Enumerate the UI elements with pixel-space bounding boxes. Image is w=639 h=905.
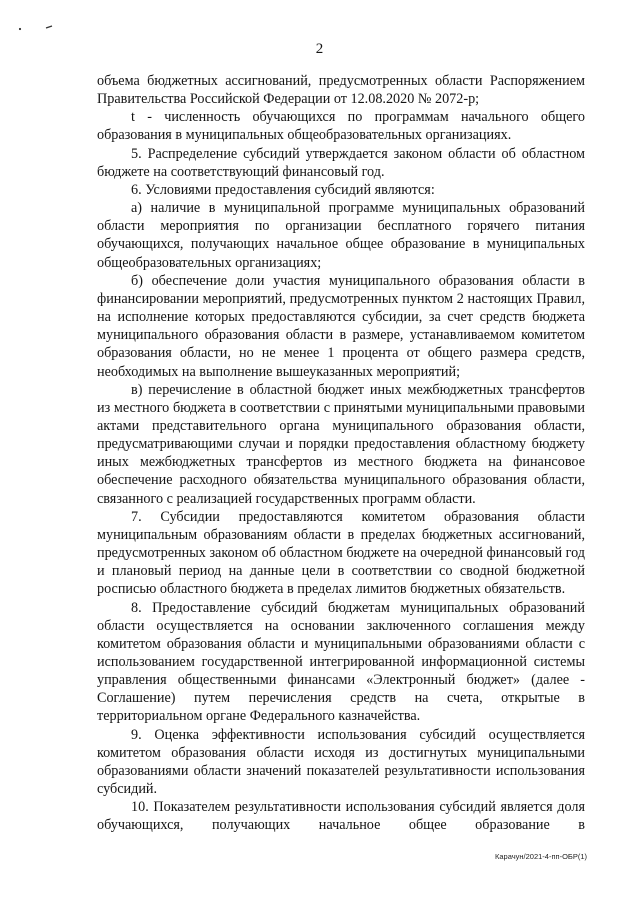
paragraph: 6. Условиями предоставления субсидий являются: [131,181,435,198]
document-body [97,72,585,835]
paragraph: 8. Предоставление субсидий бюджетам муниципальных образований области осуществляется на основании заключенного соглашения между комитетом образования области и муниципальными образованиями области с использованием государственной интегрированной информационной системы управления общественными финансами «Электронный бюджет» (далее - Соглашение) путем перечисления средств на счета, открытые в территориальном органе Федерального казначейства. [97,599,585,725]
paragraph: б) обеспечение доли участия муниципального образования области в финансировании мероприятий, предусмотренных пунктом 2 настоящих Правил, на исполнение которых предоставляются субсидии, за счет средств бюджета муниципального образования области в размере, устанавливаемом комитетом образования области, но не менее 1 процента от общего размера средств, необходимых на выполнение вышеуказанных мероприятий; [97,272,585,380]
paragraph: 5. Распределение субсидий утверждается законом области об областном бюджете на соответствующий финансовый год. [97,145,585,180]
paragraph: а) наличие в муниципальной программе муниципальных образований области мероприятия по организации бесплатного горячего питания обучающихся, получающих начальное общее образование в муниципальных общеобразовательных организациях; [97,200,585,271]
scan-artifact-marks [6,20,66,36]
paragraph: t - численность обучающихся по программам начального общего образования в муниципальных общеобразовательных организациях. [97,109,585,144]
page-number: 2 [315,41,324,57]
paragraph: в) перечисление в областной бюджет иных межбюджетных трансфертов из местного бюджета в соответствии с принятыми муниципальными правовыми актами представительного органа муниципального образования области, предусматривающими случаи и порядки предоставления областному бюджету иных межбюджетных трансфертов из местного бюджета на финансовое обеспечение расходного обязательства муниципального образования области, связанного с реализацией государственных программ области. [97,381,585,507]
paragraph: 9. Оценка эффективности использования субсидий осуществляется комитетом образования области исходя из достигнутых муниципальными образованиями области значений показателей результативности использования субсидий. [97,726,585,798]
paragraph: 10. Показателем результативности использования субсидий является доля обучающихся, получающих начальное общее образование в [97,799,585,834]
paragraph: объема бюджетных ассигнований, предусмотренных области Распоряжением Правительства Российской Федерации от 12.08.2020 № 2072-р; [97,73,585,108]
paragraph: 7. Субсидии предоставляются комитетом образования области муниципальным образованиям области в пределах бюджетных ассигнований, предусмотренных законом об областном бюджете на очередной финансовый год и плановый период на данные цели в соответствии со сводной бюджетной росписью областного бюджета в пределах лимитов бюджетных обязательств. [97,508,585,598]
document-code: Карачун/2021-4-пп-ОБР(1) [495,852,587,861]
